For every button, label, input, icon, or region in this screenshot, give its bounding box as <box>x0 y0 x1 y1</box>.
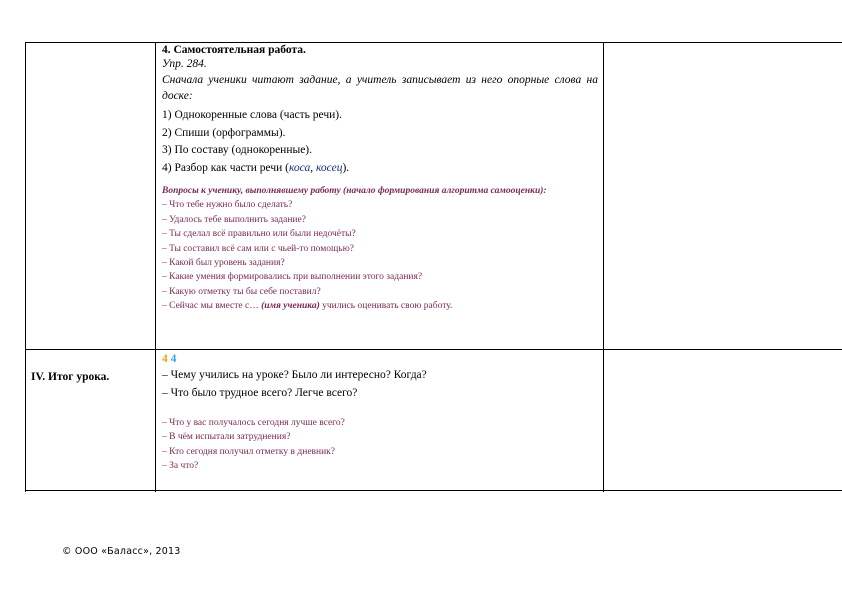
column-divider-1 <box>155 42 156 492</box>
step4-suffix: ). <box>342 161 350 174</box>
question-item: – Что тебе нужно было сделать? <box>162 200 293 211</box>
question-item: – Ты составил всё сам или с чьей-то помощью? <box>162 243 354 254</box>
summary-line: – Чему учились на уроке? Было ли интересно? Когда? <box>162 369 427 381</box>
level-marks <box>162 353 598 366</box>
table-border-top <box>25 42 842 43</box>
step-item: 1) Однокоренные слова (часть речи). <box>162 109 343 121</box>
step-item: 3) По составу (однокоренные). <box>162 144 313 156</box>
copyright-footer: © ООО «Баласс», 2013 <box>62 546 181 557</box>
question-item-last <box>162 299 598 313</box>
task-title: 4. Самостоятельная работа. <box>162 44 306 56</box>
independent-work-cell <box>162 44 598 314</box>
task-intro: Сначала ученики читают задание, а учитель записывает из него опорные слова на доске: <box>162 74 598 102</box>
last-question-prefix: – Сейчас мы вместе с… <box>162 301 262 312</box>
exercise-reference: Упр. 284. <box>162 58 207 70</box>
student-name-placeholder: (имя ученика) <box>261 301 320 312</box>
summary-question: – За что? <box>162 461 199 472</box>
question-item: – Удалось тебе выполнить задание? <box>162 214 306 225</box>
question-item: – Какой был уровень задания? <box>162 258 285 269</box>
example-word-kosets: косец <box>315 161 343 174</box>
question-item: – Какую отметку ты бы себе поставил? <box>162 286 321 297</box>
lesson-summary-cell <box>162 353 598 474</box>
last-question-suffix: учились оценивать свою работу. <box>319 301 453 312</box>
step-item-4 <box>162 160 598 178</box>
example-word-kosa: коса <box>288 161 311 174</box>
self-assessment-questions <box>162 184 598 314</box>
question-item: – Ты сделал всё правильно или были недочёты? <box>162 229 356 240</box>
summary-line: – Что было трудное всего? Легче всего? <box>162 387 358 399</box>
summary-questions <box>162 416 598 474</box>
column-border-left <box>25 42 26 492</box>
steps-list <box>162 107 598 177</box>
question-item: – Какие умения формировались при выполнении этого задания? <box>162 272 423 283</box>
column-divider-2 <box>603 42 604 492</box>
summary-question: – Что у вас получалось сегодня лучше всего? <box>162 418 345 428</box>
summary-question: – Кто сегодня получил отметку в дневник? <box>162 446 336 457</box>
summary-question: – В чём испытали затруднения? <box>162 432 291 443</box>
level-mark-orange: 4 <box>162 353 168 365</box>
step-item: 2) Спиши (орфограммы). <box>162 126 286 139</box>
stage-label: IV. Итог урока. <box>31 371 110 383</box>
row-divider <box>25 349 842 350</box>
level-mark-blue: 4 <box>170 353 177 365</box>
step4-prefix: 4) Разбор как части речи ( <box>162 161 289 174</box>
questions-heading: Вопросы к ученику, выполнявшему работу (начало формирования алгоритма самооценки): <box>162 186 547 196</box>
table-border-bottom <box>25 490 842 491</box>
step4-separator: , <box>310 161 316 174</box>
